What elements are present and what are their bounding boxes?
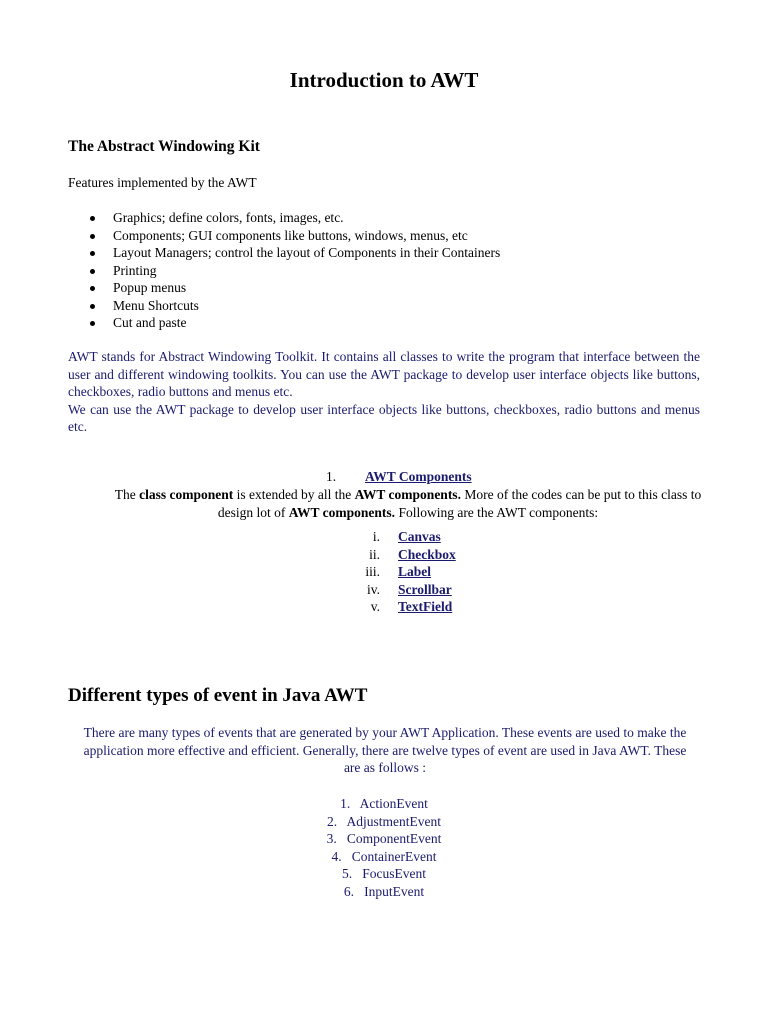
bullet-icon <box>90 321 95 326</box>
list-item: Menu Shortcuts <box>90 297 500 315</box>
bullet-icon <box>90 234 95 239</box>
list-item: v. TextField <box>370 599 453 614</box>
events-description: There are many types of events that are generated by your AWT Application. These events are used to make the application more effective and efficient. Generally, there are twelve types of event are used in Java AWT. These are as follows : <box>83 725 687 775</box>
events-list <box>0 795 768 900</box>
bullet-icon <box>90 269 95 274</box>
list-item: 4. ContainerEvent <box>331 848 437 864</box>
canvas-link[interactable]: Canvas <box>398 529 441 544</box>
awt-description <box>68 348 700 436</box>
page-title: Introduction to AWT <box>289 68 479 92</box>
list-item: i. Canvas <box>372 529 441 544</box>
textfield-link[interactable]: TextField <box>398 599 453 614</box>
list-item: Popup menus <box>90 279 500 297</box>
list-item: 2. AdjustmentEvent <box>327 813 441 829</box>
awt-components-link[interactable]: AWT Components <box>365 469 472 484</box>
list-item: 5. FocusEvent <box>342 866 426 881</box>
components-list <box>340 528 540 616</box>
list-item: 6. InputEvent <box>343 883 425 899</box>
bullet-icon <box>90 304 95 309</box>
list-item: Graphics; define colors, fonts, images, etc. <box>90 209 500 227</box>
list-item: iv. Scrollbar <box>367 581 452 597</box>
list-item: Layout Managers; control the layout of Components in their Containers <box>90 244 500 262</box>
bullet-icon <box>90 216 95 221</box>
bullet-icon <box>90 251 95 256</box>
list-item: Printing <box>90 262 500 280</box>
list-item: 1. ActionEvent <box>340 796 428 811</box>
list-number: 1. <box>326 469 337 484</box>
features-intro: Features implemented by the AWT <box>68 175 257 190</box>
components-description: The class component is extended by all the AWT components. More of the codes can be put to this class to design lot of AWT components. Following are the AWT components: <box>114 487 702 520</box>
list-item: Cut and paste <box>90 314 500 332</box>
list-item: ii. Checkbox <box>369 546 456 562</box>
awt-paragraph-1: AWT stands for Abstract Windowing Toolkit. It contains all classes to write the program that interface between the user and different windowing toolkits. You can use the AWT package to develop user interface objects like buttons, checkboxes, radio buttons and menus etc. <box>68 349 700 399</box>
checkbox-link[interactable]: Checkbox <box>398 546 456 562</box>
features-list <box>90 209 500 332</box>
scrollbar-link[interactable]: Scrollbar <box>398 581 452 597</box>
section-heading-events: Different types of event in Java AWT <box>68 685 368 706</box>
bullet-icon <box>90 286 95 291</box>
label-link[interactable]: Label <box>398 564 432 579</box>
list-item: 3. ComponentEvent <box>326 831 442 846</box>
awt-paragraph-2: We can use the AWT package to develop user interface objects like buttons, checkboxes, radio buttons and menus etc. <box>68 401 700 434</box>
list-item: Components; GUI components like buttons, windows, menus, etc <box>90 227 500 245</box>
list-item: iii. Label <box>365 564 432 579</box>
section-heading-awk: The Abstract Windowing Kit <box>68 138 260 155</box>
